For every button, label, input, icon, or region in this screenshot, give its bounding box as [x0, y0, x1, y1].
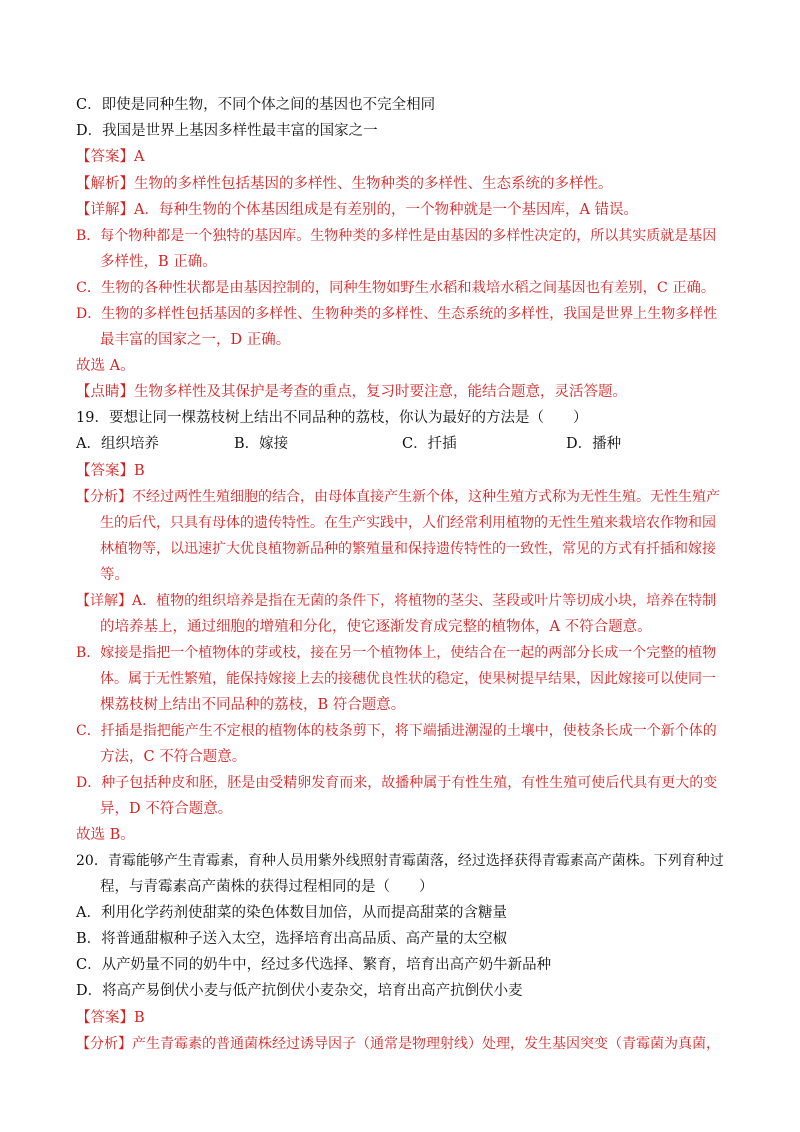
q18-detail-b-cont: 多样性，B 正确。 — [100, 254, 217, 270]
q20-stem-cont: 程，与青霉素高产菌株的获得过程相同的是（ ） — [100, 879, 434, 895]
q19-analysis-1: 【分析】不经过两性生殖细胞的结合，由母体直接产生新个体，这种生殖方式称为无性生殖。无性生殖产 — [76, 489, 720, 505]
q19-option-a: A．组织培养 — [76, 436, 159, 452]
q19-option-b: B．嫁接 — [234, 436, 289, 452]
q19-answer: 【答案】B — [76, 463, 145, 479]
q19-stem: 19．要想让同一棵荔枝树上结出不同品种的荔枝，你认为最好的方法是（ ） — [76, 410, 588, 426]
q19-analysis-3: 林植物等，以迅速扩大优良植物新品种的繁殖量和保持遗传特性的一致性，常见的方式有扦插和嫁接 — [100, 541, 716, 557]
q20-option-c: C．从产奶量不同的奶牛中，经过多代选择、繁育，培育出高产奶牛新品种 — [76, 957, 552, 973]
q18-answer: 【答案】A — [76, 149, 145, 165]
q19-analysis-2: 生的后代，只具有母体的遗传特性。在生产实践中，人们经常利用植物的无性生殖来栽培农作物和园 — [100, 515, 716, 531]
q20-answer: 【答案】B — [76, 1010, 145, 1026]
q19-detail-c: C．扦插是指把能产生不定根的植物体的枝条剪下，将下端插进潮湿的土壤中，使枝条长成一个新个体的 — [76, 723, 717, 739]
q18-detail-b: B．每个物种都是一个独特的基因库。生物种类的多样性是由基因的多样性决定的，所以其实质就是基因 — [76, 228, 717, 244]
q18-detail-d: D．生物的多样性包括基因的多样性、生物种类的多样性、生态系统的多样性，我国是世界上生物多样性 — [76, 306, 718, 322]
q18-detail-c: C．生物的各种性状都是由基因控制的，同种生物如野生水稻和栽培水稻之间基因也有差别，C 正确。 — [76, 280, 716, 296]
q20-stem: 20．青霉能够产生青霉素，育种人员用紫外线照射青霉菌落，经过选择获得青霉素高产菌株。下列育种过 — [76, 853, 724, 869]
q20-option-b: B．将普通甜椒种子送入太空，选择培育出高品质、高产量的太空椒 — [76, 931, 508, 947]
q20-option-d: D．将高产易倒伏小麦与低产抗倒伏小麦杂交，培育出高产抗倒伏小麦 — [76, 983, 523, 999]
q18-option-c: C．即使是同种生物，不同个体之间的基因也不完全相同 — [76, 97, 436, 113]
q18-detail-d-cont: 最丰富的国家之一，D 正确。 — [100, 332, 291, 348]
q18-tip: 【点睛】生物多样性及其保护是考查的重点，复习时要注意，能结合题意，灵活答题。 — [76, 384, 627, 400]
q19-choice: 故选 B。 — [76, 827, 135, 843]
q19-detail-a-cont: 的培养基上，通过细胞的增殖和分化，使它逐渐发育成完整的植物体，A 不符合题意。 — [100, 619, 652, 635]
q19-detail-b-cont-1: 体。属于无性繁殖，能保持嫁接上去的接穗优良性状的稳定，使果树提早结果，因此嫁接可以使同一 — [100, 671, 716, 687]
q19-option-d: D．播种 — [566, 436, 622, 452]
q18-analysis: 【解析】生物的多样性包括基因的多样性、生物种类的多样性、生态系统的多样性。 — [76, 176, 613, 192]
q19-detail-b: B．嫁接是指把一个植物体的芽或枝，接在另一个植物体上，使结合在一起的两部分长成一个完整的植物 — [76, 645, 717, 661]
q18-choice: 故选 A。 — [76, 358, 135, 374]
q20-analysis: 【分析】产生青霉素的普通菌株经过诱导因子（通常是物理射线）处理，发生基因突变（青霉菌为真菌， — [76, 1036, 720, 1052]
q19-detail-b-cont-2: 棵荔枝树上结出不同品种的荔枝，B 符合题意。 — [100, 697, 406, 713]
q18-option-d: D．我国是世界上基因多样性最丰富的国家之一 — [76, 123, 378, 139]
q19-detail-a: 【详解】A．植物的组织培养是指在无菌的条件下，将植物的茎尖、茎段或叶片等切成小块，培养在特制 — [76, 593, 717, 609]
q18-detail-a: 【详解】A．每种生物的个体基因组成是有差别的，一个物种就是一个基因库，A 错误。 — [76, 202, 639, 218]
q19-analysis-4: 等。 — [100, 567, 129, 583]
q20-option-a: A．利用化学药剂使甜菜的染色体数目加倍，从而提高甜菜的含糖量 — [76, 905, 507, 921]
q19-detail-d: D．种子包括种皮和胚，胚是由受精卵发育而来，故播种属于有性生殖，有性生殖可使后代具有更大的变 — [76, 775, 718, 791]
q19-detail-d-cont: 异，D 不符合题意。 — [100, 801, 233, 817]
q19-detail-c-cont: 方法，C 不符合题意。 — [100, 749, 247, 765]
q19-option-c: C．扦插 — [402, 436, 457, 452]
